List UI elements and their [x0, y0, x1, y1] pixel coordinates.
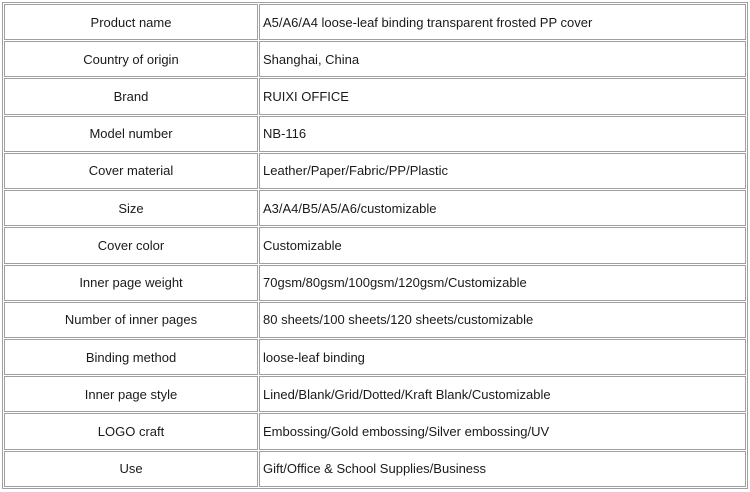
row-value: A3/A4/B5/A5/A6/customizable [259, 190, 746, 226]
row-value: RUIXI OFFICE [259, 78, 746, 114]
table-row [4, 153, 746, 189]
row-label: Product name [4, 4, 258, 40]
table-row [4, 227, 746, 263]
row-label: LOGO craft [4, 413, 258, 449]
table-row [4, 339, 746, 375]
table-row [4, 265, 746, 301]
row-label: Cover material [4, 153, 258, 189]
row-value: Shanghai, China [259, 41, 746, 77]
row-label: Cover color [4, 227, 258, 263]
table-row [4, 190, 746, 226]
row-value: A5/A6/A4 loose-leaf binding transparent frosted PP cover [259, 4, 746, 40]
row-label: Binding method [4, 339, 258, 375]
table-row [4, 413, 746, 449]
table-row [4, 451, 746, 487]
row-value: Customizable [259, 227, 746, 263]
row-label: Inner page weight [4, 265, 258, 301]
row-value: loose-leaf binding [259, 339, 746, 375]
row-label: Country of origin [4, 41, 258, 77]
row-value: Embossing/Gold embossing/Silver embossing/UV [259, 413, 746, 449]
table-row [4, 4, 746, 40]
table-row [4, 302, 746, 338]
row-label: Model number [4, 116, 258, 152]
table-row [4, 376, 746, 412]
table-row [4, 41, 746, 77]
row-label: Use [4, 451, 258, 487]
row-label: Inner page style [4, 376, 258, 412]
row-value: Lined/Blank/Grid/Dotted/Kraft Blank/Customizable [259, 376, 746, 412]
product-spec-table [2, 2, 748, 489]
row-value: 80 sheets/100 sheets/120 sheets/customizable [259, 302, 746, 338]
table-row [4, 116, 746, 152]
row-value: NB-116 [259, 116, 746, 152]
row-label: Size [4, 190, 258, 226]
row-value: Gift/Office & School Supplies/Business [259, 451, 746, 487]
table-row [4, 78, 746, 114]
row-value: 70gsm/80gsm/100gsm/120gsm/Customizable [259, 265, 746, 301]
row-value: Leather/Paper/Fabric/PP/Plastic [259, 153, 746, 189]
row-label: Brand [4, 78, 258, 114]
row-label: Number of inner pages [4, 302, 258, 338]
